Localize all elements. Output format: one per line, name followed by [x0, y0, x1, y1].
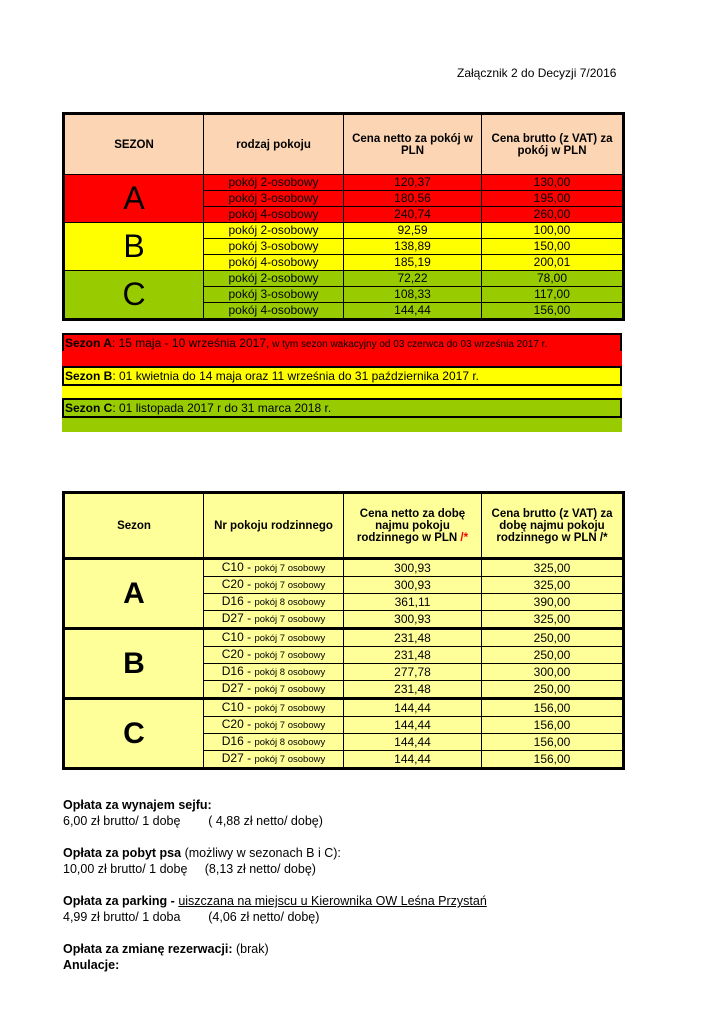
room-capacity: pokój 7 osobowy: [254, 703, 326, 714]
season-a-note: w tym sezon wakacyjny od 03 czerwca do 03 września 2017 r.: [269, 339, 548, 350]
season-label: C: [64, 271, 204, 320]
family-room-cell: [204, 594, 344, 611]
season-a-label: Sezon A: [65, 336, 112, 350]
gross-price-cell: 156,00: [482, 699, 624, 717]
gross-price-cell: 250,00: [482, 629, 624, 647]
header-gross-price: [482, 493, 624, 559]
room-number: D27 -: [221, 611, 255, 625]
room-capacity: pokój 8 osobowy: [254, 667, 326, 678]
change-fee-note: (brak): [232, 942, 269, 956]
gross-price-cell: 250,00: [482, 647, 624, 664]
change-fee-title: Opłata za zmianę rezerwacji:: [63, 942, 233, 956]
room-type-cell: pokój 3-osobowy: [204, 287, 344, 303]
season-label: B: [64, 223, 204, 271]
net-price-cell: 144,44: [344, 699, 482, 717]
net-price-cell: 144,44: [344, 734, 482, 751]
season-c-text: : 01 listopada 2017 r do 31 marca 2018 r.: [112, 401, 332, 415]
net-price-cell: 277,78: [344, 664, 482, 681]
header-net-price: [344, 493, 482, 559]
net-price-cell: 300,93: [344, 611, 482, 629]
room-type-cell: pokój 3-osobowy: [204, 239, 344, 255]
season-label: A: [64, 559, 204, 629]
family-room-cell: [204, 664, 344, 681]
room-type-cell: pokój 4-osobowy: [204, 255, 344, 271]
room-number: C20 -: [221, 577, 255, 591]
family-room-cell: [204, 681, 344, 699]
parking-fee-note: uiszczana na miejscu u Kierownika OW Leśna Przystań: [178, 894, 487, 908]
gross-price-cell: 325,00: [482, 559, 624, 577]
room-number: C10 -: [221, 700, 255, 714]
net-price-cell: 138,89: [344, 239, 482, 255]
header-room-type: rodzaj pokoju: [204, 114, 344, 175]
header-season: SEZON: [64, 114, 204, 175]
header-family-room-number: Nr pokoju rodzinnego: [204, 493, 344, 559]
room-capacity: pokój 7 osobowy: [254, 633, 326, 644]
family-room-price-table: [62, 491, 625, 770]
header-gross-price: Cena brutto (z VAT) za pokój w PLN: [482, 114, 624, 175]
room-capacity: pokój 7 osobowy: [254, 754, 326, 765]
season-label: C: [64, 699, 204, 769]
net-price-cell: 300,93: [344, 577, 482, 594]
room-type-cell: pokój 4-osobowy: [204, 303, 344, 320]
net-price-cell: 144,44: [344, 303, 482, 320]
gross-price-cell: 325,00: [482, 611, 624, 629]
family-room-cell: [204, 629, 344, 647]
gross-price-cell: 156,00: [482, 751, 624, 769]
gross-price-cell: 390,00: [482, 594, 624, 611]
table-row: [64, 699, 624, 717]
family-room-cell: [204, 559, 344, 577]
dog-fee-price: 10,00 zł brutto/ 1 dobę (8,13 zł netto/ dobę): [63, 862, 316, 876]
season-b-label: Sezon B: [65, 369, 113, 383]
document-annex-note: Załącznik 2 do Decyzji 7/2016: [457, 66, 617, 80]
room-capacity: pokój 7 osobowy: [254, 650, 326, 661]
gross-price-cell: 156,00: [482, 734, 624, 751]
net-price-cell: 108,33: [344, 287, 482, 303]
net-price-cell: 231,48: [344, 629, 482, 647]
gross-price-cell: 195,00: [482, 191, 624, 207]
room-capacity: pokój 7 osobowy: [254, 720, 326, 731]
net-price-cell: 92,59: [344, 223, 482, 239]
room-number: D16 -: [221, 664, 255, 678]
season-a-text: : 15 maja - 10 września 2017,: [111, 336, 270, 350]
net-price-cell: 231,48: [344, 647, 482, 664]
room-capacity: pokój 7 osobowy: [254, 684, 326, 695]
dog-fee-note: (możliwy w sezonach B i C):: [181, 846, 341, 860]
season-c-dates: [62, 398, 622, 432]
gross-price-cell: 260,00: [482, 207, 624, 223]
gross-price-cell: 156,00: [482, 303, 624, 320]
family-room-cell: [204, 647, 344, 664]
gross-price-cell: 325,00: [482, 577, 624, 594]
room-number: D27 -: [221, 751, 255, 765]
table-row: [64, 559, 624, 577]
season-a-dates: [62, 333, 622, 367]
gross-price-cell: 156,00: [482, 717, 624, 734]
header-net-price-text: Cena netto za dobę najmu pokoju rodzinnego w PLN: [356, 507, 466, 544]
room-capacity: pokój 7 osobowy: [254, 580, 326, 591]
table-row: [64, 271, 624, 287]
additional-fees: [63, 797, 487, 973]
net-price-cell: 120,37: [344, 175, 482, 191]
net-price-cell: 144,44: [344, 751, 482, 769]
family-room-cell: [204, 577, 344, 594]
room-capacity: pokój 8 osobowy: [254, 597, 326, 608]
net-price-cell: 240,74: [344, 207, 482, 223]
header-gross-price-text: Cena brutto (z VAT) za dobę najmu pokoju rodzinnego w PLN: [491, 507, 613, 544]
gross-price-cell: 200,01: [482, 255, 624, 271]
room-number: D16 -: [221, 734, 255, 748]
footnote-mark: /*: [460, 531, 469, 544]
room-type-cell: pokój 2-osobowy: [204, 175, 344, 191]
season-b-text: : 01 kwietnia do 14 maja oraz 11 września do 31 października 2017 r.: [112, 369, 480, 383]
net-price-cell: 72,22: [344, 271, 482, 287]
season-c-label: Sezon C: [65, 401, 113, 415]
gross-price-cell: 117,00: [482, 287, 624, 303]
gross-price-cell: 78,00: [482, 271, 624, 287]
room-number: C20 -: [221, 717, 255, 731]
net-price-cell: 300,93: [344, 559, 482, 577]
gross-price-cell: 130,00: [482, 175, 624, 191]
gross-price-cell: 100,00: [482, 223, 624, 239]
family-room-cell: [204, 734, 344, 751]
net-price-cell: 231,48: [344, 681, 482, 699]
footnote-mark: /*: [596, 531, 608, 544]
season-label: B: [64, 629, 204, 699]
room-capacity: pokój 7 osobowy: [254, 614, 326, 625]
family-room-cell: [204, 717, 344, 734]
room-number: C10 -: [221, 630, 255, 644]
room-number: C10 -: [221, 560, 255, 574]
net-price-cell: 185,19: [344, 255, 482, 271]
season-label: A: [64, 175, 204, 223]
family-room-cell: [204, 751, 344, 769]
room-price-table: [62, 112, 625, 321]
net-price-cell: 144,44: [344, 717, 482, 734]
gross-price-cell: 150,00: [482, 239, 624, 255]
gross-price-cell: 300,00: [482, 664, 624, 681]
table-row: [64, 629, 624, 647]
dog-fee-title: Opłata za pobyt psa: [63, 846, 182, 860]
room-number: D16 -: [221, 594, 255, 608]
cancellation-title: Anulacje:: [63, 958, 120, 972]
net-price-cell: 361,11: [344, 594, 482, 611]
table-row: [64, 223, 624, 239]
room-number: C20 -: [221, 647, 255, 661]
family-room-cell: [204, 699, 344, 717]
room-number: D27 -: [221, 681, 255, 695]
room-type-cell: pokój 3-osobowy: [204, 191, 344, 207]
season-b-dates: [62, 366, 622, 400]
room-type-cell: pokój 4-osobowy: [204, 207, 344, 223]
net-price-cell: 180,56: [344, 191, 482, 207]
room-type-cell: pokój 2-osobowy: [204, 271, 344, 287]
room-capacity: pokój 7 osobowy: [254, 563, 326, 574]
parking-fee-title: Opłata za parking -: [63, 894, 179, 908]
room-type-cell: pokój 2-osobowy: [204, 223, 344, 239]
table-row: [64, 175, 624, 191]
parking-fee-price: 4,99 zł brutto/ 1 doba (4,06 zł netto/ dobę): [63, 910, 320, 924]
header-season: Sezon: [64, 493, 204, 559]
header-net-price: Cena netto za pokój w PLN: [344, 114, 482, 175]
safe-fee-title: Opłata za wynajem sejfu:: [63, 798, 212, 812]
gross-price-cell: 250,00: [482, 681, 624, 699]
safe-fee-price: 6,00 zł brutto/ 1 dobę ( 4,88 zł netto/ dobę): [63, 814, 323, 828]
room-capacity: pokój 8 osobowy: [254, 737, 326, 748]
family-room-cell: [204, 611, 344, 629]
